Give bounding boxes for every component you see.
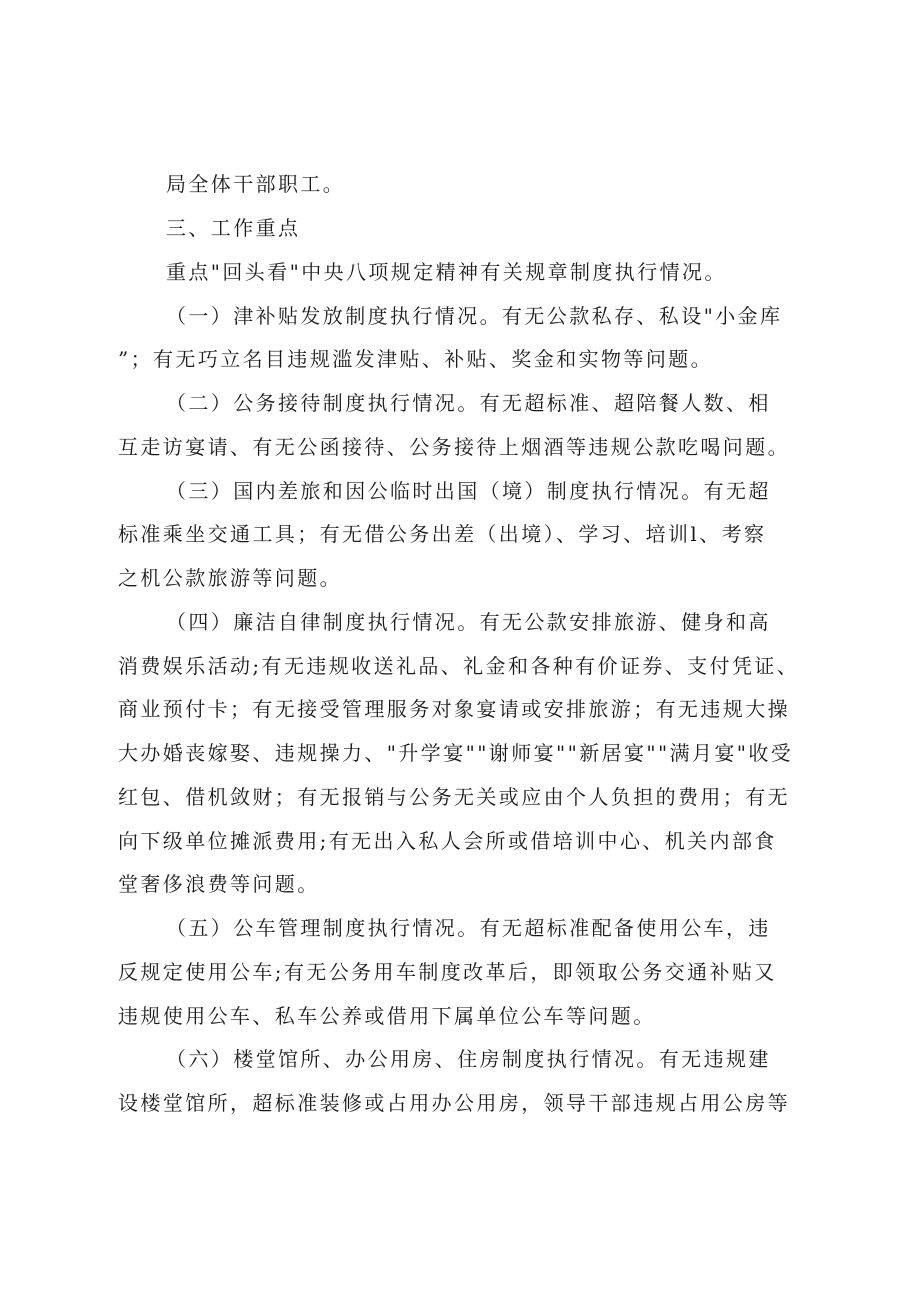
text-line: ”；有无巧立名目违规滥发津贴、补贴、奖金和实物等问题。 (118, 347, 714, 371)
text-line: 设楼堂馆所，超标准装修或占用办公用房，领导干部违规占用公房等 (118, 1091, 790, 1115)
section-heading: 三、工作重点 (166, 216, 301, 240)
text-line: （三）国内差旅和因公临时出国（境）制度执行情况。有无超 (166, 479, 771, 503)
text-line: 互走访宴请、有无公函接待、公务接待上烟酒等违规公款吃喝问题。 (118, 435, 790, 459)
text-line: 违规使用公车、私车公养或借用下属单位公车等问题。 (118, 1004, 656, 1028)
text-line: 标准乘坐交通工具；有无借公务出差（出境）、学习、培训l、考察 (118, 522, 767, 546)
text-line: 堂奢侈浪费等问题。 (118, 872, 320, 896)
text-line: 之机公款旅游等问题。 (118, 566, 342, 590)
text-line: 商业预付卡；有无接受管理服务对象宴请或安排旅游；有无违规大操 (118, 697, 790, 721)
text-line: （六）楼堂馆所、办公用房、住房制度执行情况。有无违规建 (166, 1047, 771, 1071)
text-line: 反规定使用公车;有无公务用车制度改革后，即领取公务交通补贴又 (118, 960, 777, 984)
text-line: （五）公车管理制度执行情况。有无超标准配备使用公车，违 (166, 916, 771, 940)
text-line: （一）津补贴发放制度执行情况。有无公款私存、私设"小金库 (166, 304, 783, 328)
text-line: 向下级单位摊派费用;有无出入私人会所或借培训中心、机关内部食 (118, 829, 777, 853)
text-line: （二）公务接待制度执行情况。有无超标准、超陪餐人数、相 (166, 391, 771, 415)
text-line: 大办婚丧嫁娶、违规操力、"升学宴""谢师宴""新居宴""满月宴"收受 (118, 741, 794, 765)
text-line: （四）廉洁自律制度执行情况。有无公款安排旅游、健身和高 (166, 610, 771, 634)
text-line: 重点"回头看"中央八项规定精神有关规章制度执行情况。 (166, 260, 727, 284)
text-line: 消费娱乐活动;有无违规收送礼品、礼金和各种有价证券、支付凭证、 (118, 654, 800, 678)
text-line: 红包、借机敛财；有无报销与公务无关或应由个人负担的费用；有无 (118, 785, 790, 809)
text-line: 局全体干部职工。 (166, 172, 346, 196)
